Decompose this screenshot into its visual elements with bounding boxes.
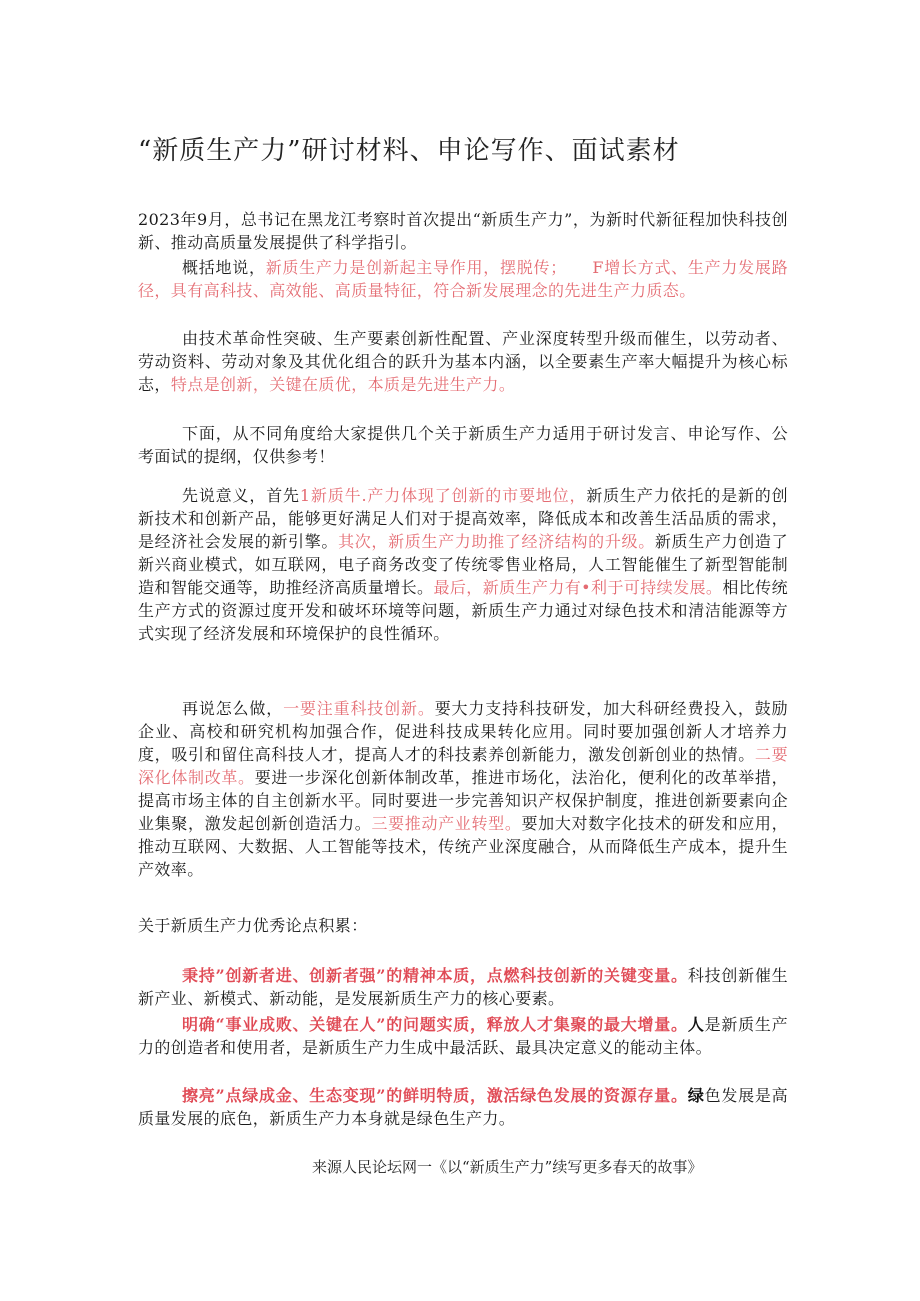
point-text: 科技创新催生新产业、新模式、新动能，是发展新质生产力的核心要素。	[138, 966, 789, 1008]
formation-highlight: 特点是创新，关键在质优，本质是先进生产力。	[170, 375, 516, 394]
significance-paragraph	[138, 484, 788, 645]
point-thesis: 明确“事业成败、关键在人”的问题实质，释放人才集聚的最大增量。	[182, 1015, 688, 1034]
howto-paragraph	[138, 697, 788, 881]
significance-lead: 先说意义，首先	[182, 486, 300, 505]
significance-point-3: 最后，新质生产力有•利于可持续发展。	[433, 578, 723, 597]
howto-point-2: 二要深化体制改革。	[138, 745, 788, 787]
point-item	[138, 1084, 788, 1130]
point-item	[138, 964, 788, 1010]
howto-lead: 再说怎么做，	[182, 699, 284, 718]
source-citation: 来源人民论坛网一《以“新质生产力”续写更多春天的故事》	[312, 1158, 703, 1176]
point-thesis: 擦亮”点绿成金、生态变现”的鲜明特质，激活绿色发展的资源存量。	[182, 1086, 688, 1105]
summary-lead: 概括地说，	[182, 258, 266, 277]
summary-paragraph	[138, 256, 788, 302]
significance-point-2: 其次，新质生产力助推了经济结构的升级。	[338, 532, 655, 551]
howto-text-2: 要进一步深化创新体制改革，推进市场化，法治化，便利化的改革举措，提高市场主体的自主创新水平。同时要进一步完善知识产权保护制度，推进创新要素向企业集聚，激发起创新创造活力。	[138, 768, 788, 833]
howto-text-3: 要加大对数字化技术的研发和应用，推动互联网、大数据、人工智能等技术，传统产业深度融合，从而降低生产成本，提升生产效率。	[138, 814, 788, 879]
points-heading: 关于新质生产力优秀论点积累：	[138, 916, 368, 935]
howto-point-3: 三要推动产业转型。	[371, 814, 522, 833]
summary-highlight: 新质生产力是创新起主导作用，摆脱传； F增长方式、生产力发展路径，具有高科技、高效能、高质量特征，符合新发展理念的先进生产力质态。	[138, 258, 788, 300]
significance-text-2: 新质生产力创造了新兴商业模式，如互联网，电子商务改变了传统零售业格局，人工智能催生了新型智能制造和智能交通等，助推经济高质量增长。	[138, 532, 788, 597]
point-item	[138, 1013, 788, 1059]
intro-text: 2023年9月，总书记在黑龙江考察时首次提出“新质生产力”，为新时代新征程加快科技创新、推动高质量发展提供了科学指引。	[138, 210, 788, 252]
below-text: 下面，从不同角度给大家提供几个关于新质生产力适用于研讨发言、申论写作、公考面试的提纲，仅供参考！	[138, 424, 788, 466]
howto-point-1: 一要注重科技创新。	[283, 699, 435, 718]
point-thesis-tail: 绿	[687, 1086, 705, 1105]
significance-point-1: 1新质牛.产力体现了创新的市要地位，	[299, 486, 587, 505]
significance-text-3: 相比传统生产方式的资源过度开发和破坏环境等问题，新质生产力通过对绿色技术和清洁能源等方式实现了经济发展和环境保护的良性循环。	[138, 578, 788, 643]
point-text: 色发展是高质量发展的底色，新质生产力本身就是绿色生产力。	[138, 1086, 788, 1128]
significance-text-1: 新质生产力依托的是新的创新技术和创新产品，能够更好满足人们对于提高效率，降低成本和改善生活品质的需求，是经济社会发展的新引擎。	[138, 486, 788, 551]
formation-paragraph	[138, 327, 788, 396]
below-paragraph	[138, 422, 788, 468]
point-thesis-tail: 人	[687, 1015, 705, 1034]
intro-paragraph	[138, 208, 788, 254]
document-title: “新质生产力”研讨材料、申论写作、面试素材	[138, 136, 680, 166]
point-text: 是新质生产力的创造者和使用者，是新质生产力生成中最活跃、最具决定意义的能动主体。	[138, 1015, 788, 1057]
formation-text: 由技术革命性突破、生产要素创新性配置、产业深度转型升级而催生，以劳动者、劳动资料、劳动对象及其优化组合的跃升为基本内涵，以全要素生产率大幅提升为核心标志，	[138, 329, 788, 394]
point-thesis: 秉持”创新者进、创新者强”的精神本质，点燃科技创新的关键变量。	[182, 966, 688, 985]
howto-text-1: 要大力支持科技研发，加大科研经费投入，鼓励企业、高校和研究机构加强合作，促进科技成果转化应用。同时要加强创新人才培养力度，吸引和留住高科技人才，提高人才的科技素养创新能力，激发创新创业的热情。	[138, 699, 788, 764]
